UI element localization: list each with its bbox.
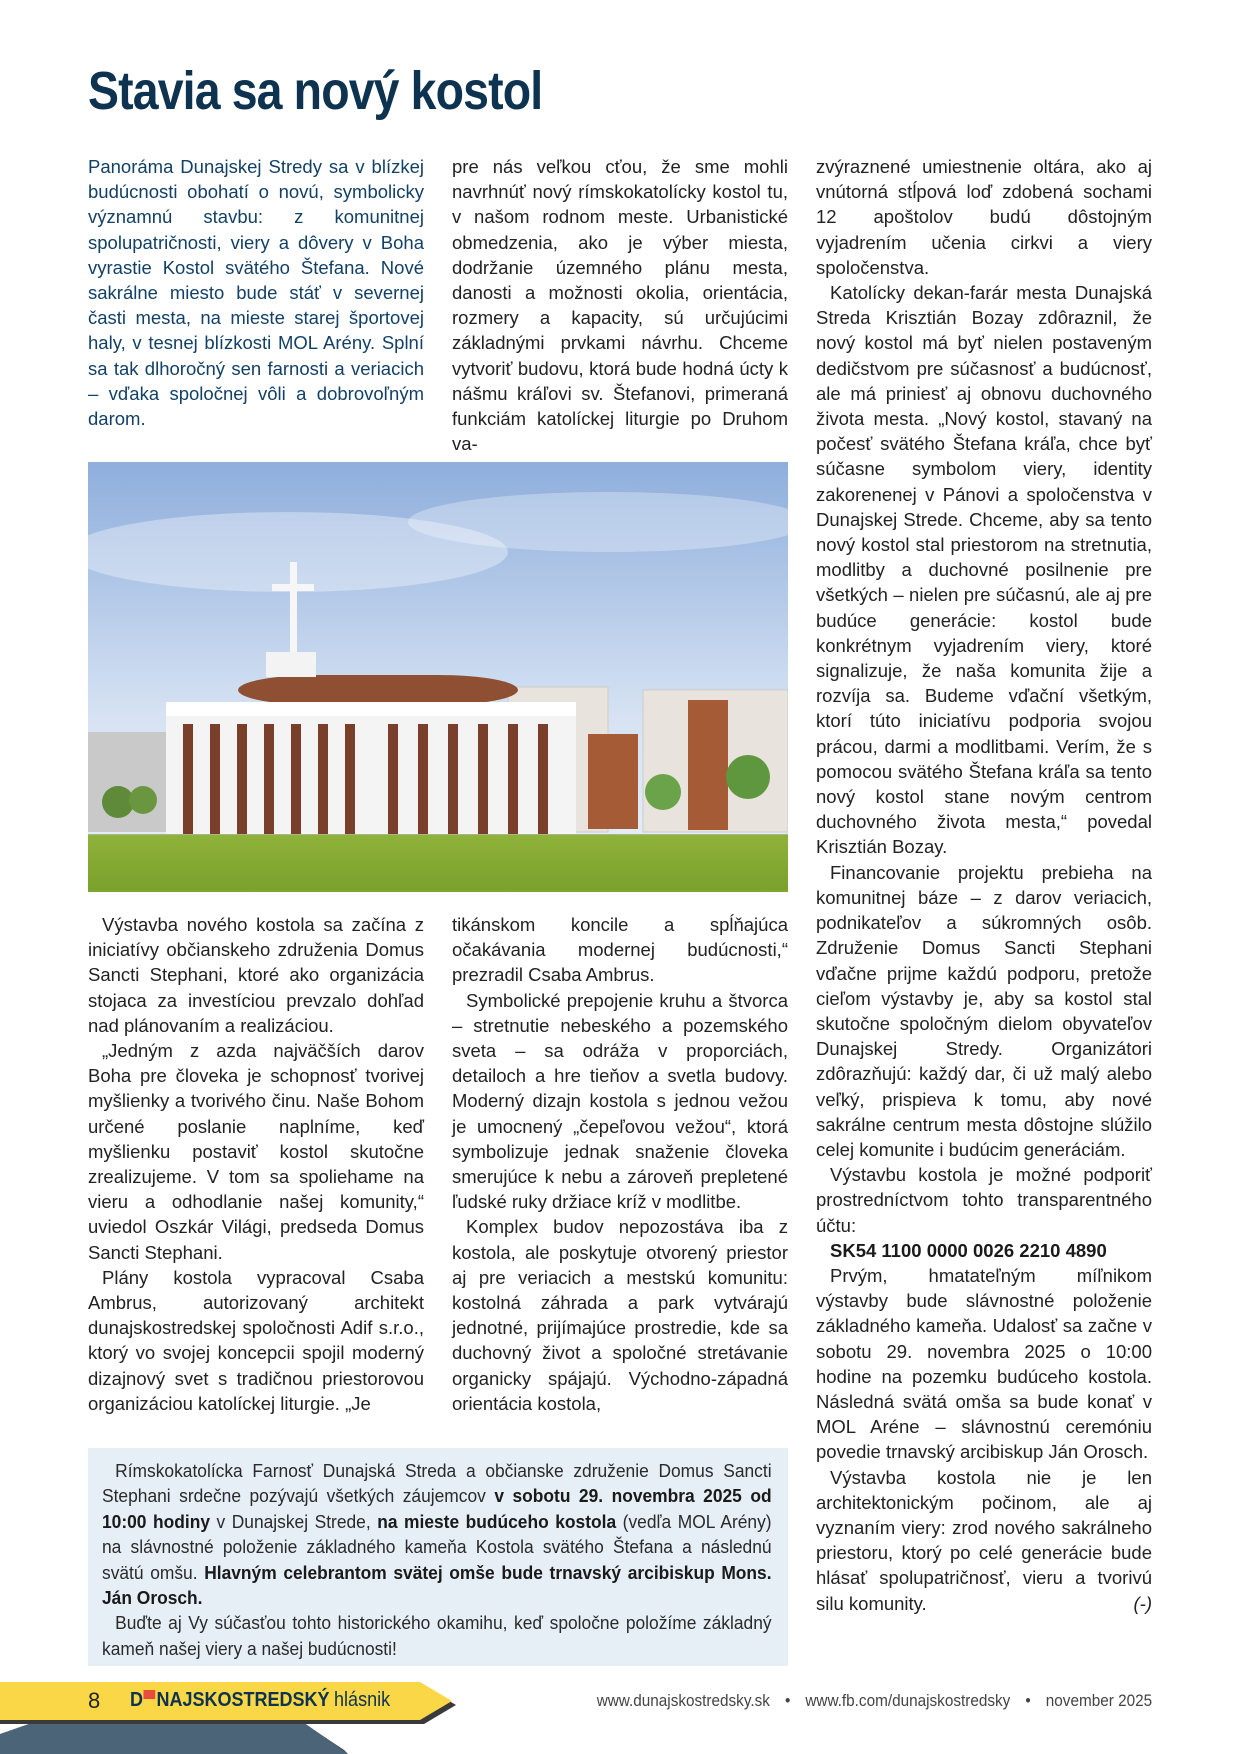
logo-text: D	[130, 1689, 144, 1711]
footer-decoration	[0, 1720, 348, 1754]
logo-subtitle: hlásnik	[334, 1689, 391, 1711]
separator: •	[784, 1691, 791, 1710]
bank-account-iban: SK54 1100 0000 0026 2210 4890	[830, 1239, 1107, 1261]
body-paragraph: pre nás veľkou cťou, že sme mohli navrhnúť nový rímskokatolícky kostol tu, v našom rodnom meste. Urbanistické obmedzenia, ako je výber miesta, dodržanie územného plánu mesta, danosti a možnosti okolia, orientácia, rozmery a kapacity, sú určujúcimi základnými prvkami návrhu. Chceme vytvoriť budovu, ktorá bude hodná úcty k nášmu kráľovi sv. Štefanovi, primeraná funkciám katolíckej liturgie po Druhom va-	[452, 156, 788, 455]
issue-date: november 2025	[1045, 1691, 1152, 1710]
facebook-link[interactable]: www.fb.com/dunajskostredsky	[805, 1691, 1011, 1710]
article-lead	[88, 154, 424, 431]
invitation-date: v sobotu 29. novembra 2025 od 10:00 hodiny	[102, 1485, 772, 1532]
invitation-text: v Dunajskej Strede,	[209, 1510, 378, 1532]
body-paragraph: tikánskom koncile a spĺňajúca očakávania modernej budúcnosti,“ prezradil Csaba Ambrus.	[452, 914, 788, 986]
column-3	[816, 154, 1152, 1616]
church-render-photo	[88, 462, 788, 892]
coat-of-arms-icon	[144, 1690, 156, 1708]
page-number: 8	[88, 1688, 101, 1713]
article-title: Stavia sa nový kostol	[88, 61, 543, 121]
invitation-box	[88, 1448, 788, 1666]
invitation-paragraph	[102, 1458, 772, 1610]
body-paragraph: Výstavbu kostola je možné podporiť prostredníctvom tohto transparentného účtu:	[816, 1164, 1152, 1236]
logo-text: NAJSKOSTREDSKÝ	[156, 1689, 330, 1711]
invitation-text: (vedľa MOL Arény) na slávnostné položenie základného kameňa Kostola svätého Štefana a následnú svätú omšu.	[102, 1510, 772, 1583]
invitation-celebrant: Hlavným celebrantom svätej omše bude trnavský arcibiskup Mons. Ján Orosch.	[102, 1561, 772, 1609]
body-paragraph: Katolícky dekan-farár mesta Dunajská Streda Krisztián Bozay zdôraznil, že nový kostol má byť nielen postaveným dedičstvom pre súčasnosť a budúcnosť, ale má priniesť aj obnovu duchovného života mesta. „Nový kostol, stavaný na počesť svätého Štefana kráľa, chce byť súčasne symbolom viery, identity zakorenenej v Pánovi a spoločenstva v Dunajskej Strede. Chceme, aby sa tento nový kostol stal priestorom na stretnutia, modlitby a duchovné posilnenie pre všetkých – nielen pre súčasnú, ale aj pre budúce generácie: kostol bude konkrétnym vyjadrením viery, ktoré signalizuje, že naša komunita žije a rozvíja sa. Budeme vďační všetkým, ktorí túto iniciatívu podporia svojou prácou, darmi a modlitbami. Verím, že s pomocou svätého Štefana kráľa sa tento nový kostol stane novým centrom duchovného života mesta,“ povedal Krisztián Bozay.	[816, 282, 1152, 858]
invitation-location: na mieste budúceho kostola	[377, 1510, 617, 1532]
separator: •	[1025, 1691, 1031, 1710]
body-paragraph: Výstavba nového kostola sa začína z iniciatívy občianskeho združenia Domus Sancti Stephani, ktoré ako organizácia stojaca za investíciou prevzalo dohľad nad plánovaním a realizáciou.	[88, 914, 424, 1036]
body-paragraph: zvýraznené umiestnenie oltára, ako aj vnútorná stĺpová loď zdobená sochami 12 apoštolov budú dôstojným vyjadrením učenia cirkvi a viery spoločenstva.	[816, 156, 1152, 278]
column-1-bottom	[88, 912, 424, 1416]
author-signature: (-)	[1133, 1592, 1152, 1614]
body-paragraph: „Jedným z azda najväčších darov Boha pre človeka je schopnosť tvorivej myšlienky a tvorivého činu. Naše Bohom určené poslanie naplníme, keď myšlienku postaviť kostol skutočne zrealizujeme. V tom sa spoliehame na vieru a odhodlanie našej komunity,“ uviedol Oszkár Világi, predseda Domus Sancti Stephani.	[88, 1040, 424, 1263]
publication-logo	[130, 1689, 390, 1712]
invitation-closing: Buďte aj Vy súčasťou tohto historického okamihu, keď spoločne položíme základný kameň našej viery a našej budúcnosti!	[102, 1612, 772, 1659]
body-paragraph: Financovanie projektu prebieha na komunitnej báze – z darov veriacich, podnikateľov a súkromných osôb. Združenie Domus Sancti Stephani vďačne prijme každú podporu, pretože cieľom výstavby je, aby sa kostol stal skutočne spoločným dielom obyvateľov Dunajskej Stredy. Organizátori zdôrazňujú: každý dar, či už malý alebo veľký, prispieva k tomu, aby nové sakrálne centrum mesta dôstojne slúžilo celej komunite i budúcim generáciám.	[816, 861, 1152, 1160]
body-paragraph: Komplex budov nepozostáva iba z kostola, ale poskytuje otvorený priestor aj pre veriacich a mestskú komunitu: kostolná záhrada a park vytvárajú jednotné, prijímajúce prostredie, kde sa duchovný život a spoločné stretávanie organicky spájajú. Východno-západná orientácia kostola,	[452, 1216, 788, 1414]
invitation-text: Rímskokatolícka Farnosť Dunajská Streda a občianske združenie Domus Sancti Stephani srdečne pozývajú všetkých záujemcov	[102, 1460, 772, 1507]
footer-links	[597, 1691, 1152, 1711]
lead-paragraph: Panoráma Dunajskej Stredy sa v blízkej budúcnosti obohatí o novú, symbolicky významnú stavbu: z komunitnej spolupatričnosti, viery a dôvery v Boha vyrastie Kostol svätého Štefana. Nové sakrálne miesto bude stáť v severnej časti mesta, na mieste starej športovej haly, v tesnej blízkosti MOL Arény. Splní sa tak dlhoročný sen farnosti a veriacich – vďaka spoločnej vôli a dobrovoľným darom.	[88, 156, 424, 430]
website-link[interactable]: www.dunajskostredsky.sk	[596, 1691, 770, 1710]
body-paragraph: Výstavba kostola nie je len architektonickým počinom, ale aj vyznaním viery: zrod nového sakrálneho priestoru, ktorý po celé generácie bude hlásať spolupatričnosť, vieru a tvorivú silu komunity.	[816, 1466, 1152, 1614]
body-paragraph: Prvým, hmatateľným míľnikom výstavby bude slávnostné položenie základného kameňa. Udalosť sa začne v sobotu 29. novembra 2025 o 10:00 hodine na pozemku budúceho kostola. Následná svätá omša sa bude konať v MOL Aréne – slávnostnú ceremóniu povedie trnavský arcibiskup Ján Orosch.	[816, 1264, 1152, 1463]
body-paragraph: Symbolické prepojenie kruhu a štvorca – stretnutie nebeského a pozemského sveta – sa odráža v proporciách, detailoch a hre tieňov a svetla budovy. Moderný dizajn kostola s jednou vežou je umocnený „čepeľovou vežou“, ktorá symbolizuje jednak snaženie človeka smerujúce k nebu a zároveň prepletené ľudské ruky držiace kríž v modlitbe.	[452, 989, 788, 1213]
column-2-top	[452, 154, 788, 456]
church-illustration	[88, 462, 788, 892]
body-paragraph: Plány kostola vypracoval Csaba Ambrus, autorizovaný architekt dunajskostredskej spoločnosti Adif s.r.o., ktorý vo svojej koncepcii spojil moderný dizajnový svet s tradičnou priestorovou organizáciou katolíckej liturgie. „Je	[88, 1266, 424, 1414]
column-2-bottom	[452, 912, 788, 1416]
